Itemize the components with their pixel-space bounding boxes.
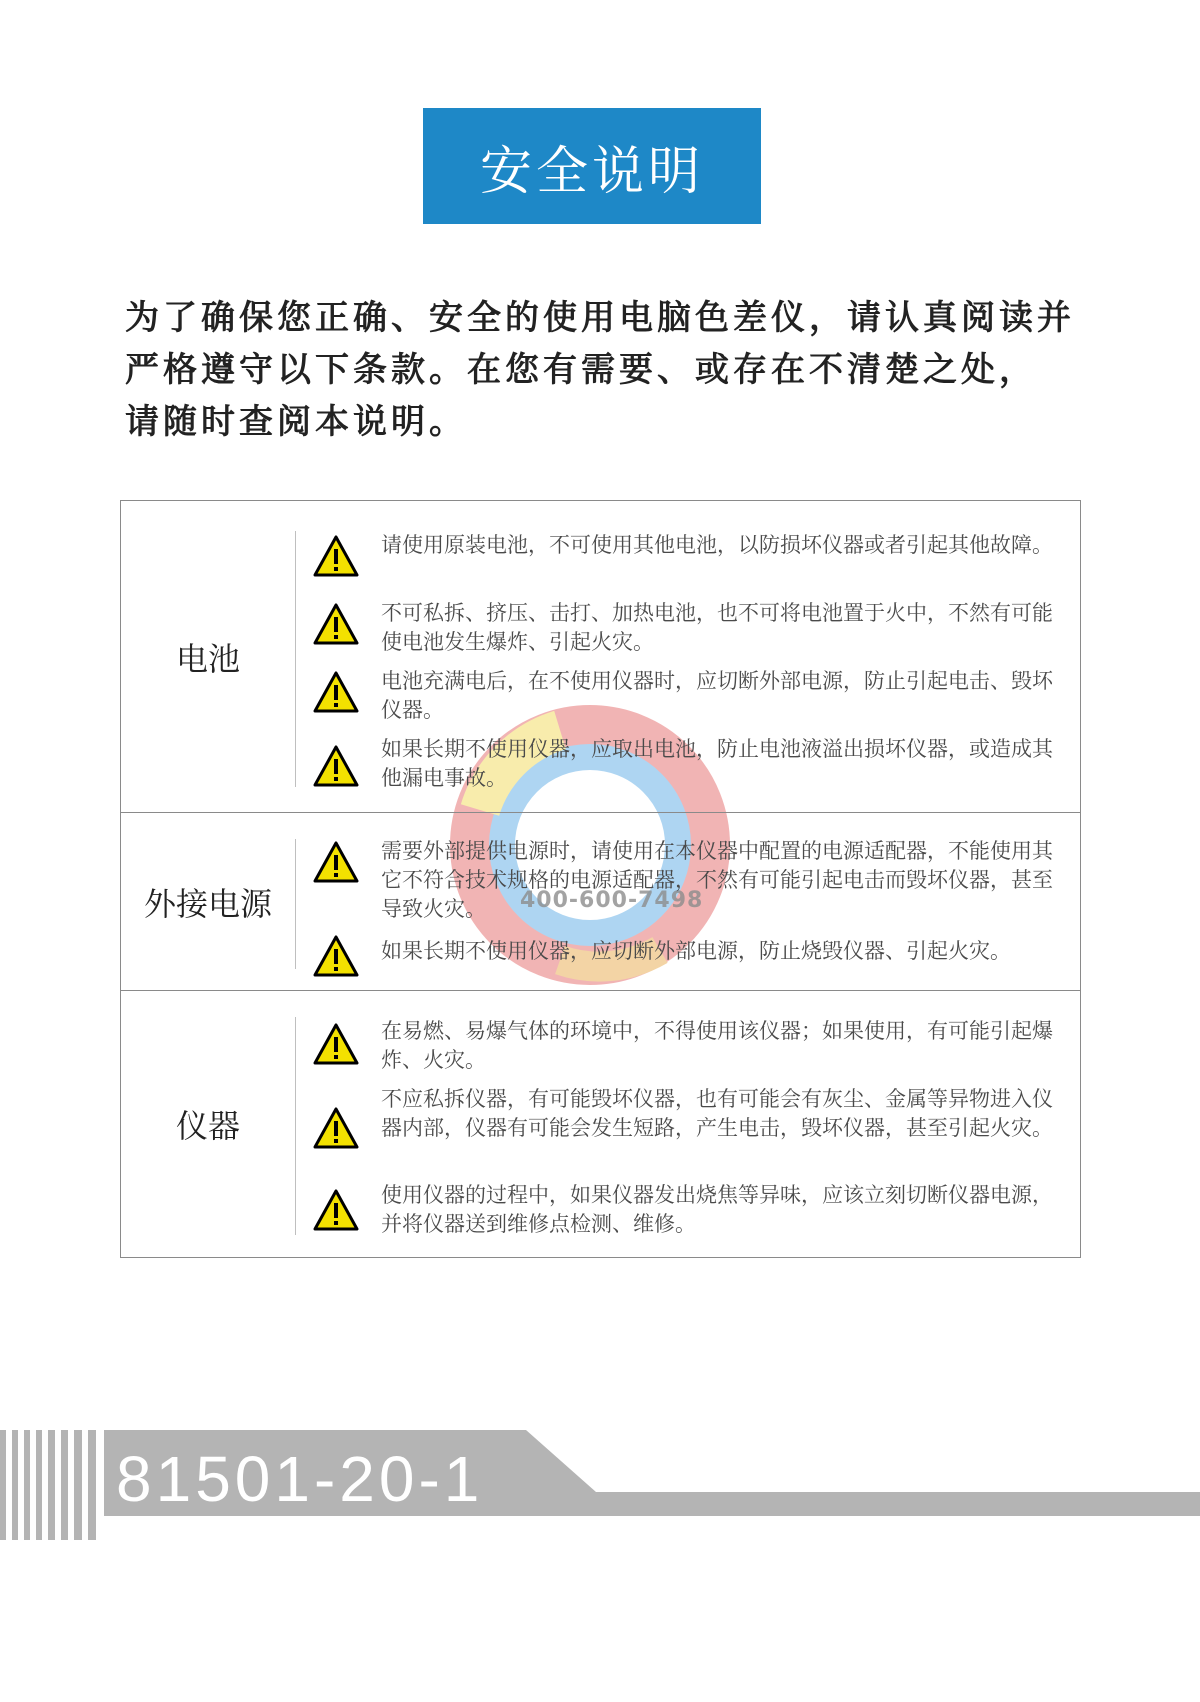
intro-line-2: 严格遵守以下条款。在您有需要、或存在不清楚之处，: [125, 350, 1037, 390]
section-divider: [295, 839, 296, 969]
warning-icon: [313, 1189, 359, 1231]
list-item: [313, 599, 1073, 659]
intro-line-3: 请随时查阅本说明。: [125, 402, 467, 442]
document-code: 81501-20-1: [116, 1443, 484, 1515]
item-text: 如果长期不使用仪器，应切断外部电源，防止烧毁仪器、引起火灾。: [381, 939, 1011, 963]
intro-paragraph: [125, 292, 1085, 448]
item-text: 需要外部提供电源时，请使用在本仪器中配置的电源适配器，不能使用其它不符合技术规格的电源适配器，不然有可能引起电击而毁坏仪器，甚至导致火灾。: [381, 839, 1053, 921]
list-item: [313, 531, 1073, 591]
warning-icon: [313, 1107, 359, 1149]
section-instrument: [121, 991, 1080, 1257]
item-text: 电池充满电后，在不使用仪器时，应切断外部电源，防止引起电击、毁坏仪器。: [381, 669, 1053, 722]
list-item: [313, 837, 1073, 927]
watermark-phone: 400-600-7498: [520, 888, 704, 913]
warning-icon: [313, 841, 359, 883]
warning-icon: [313, 1023, 359, 1065]
list-item: [313, 1017, 1073, 1077]
item-text: 使用仪器的过程中，如果仪器发出烧焦等异味，应该立刻切断仪器电源，并将仪器送到维修点检测、维修。: [381, 1183, 1053, 1236]
item-text: 在易燃、易爆气体的环境中，不得使用该仪器；如果使用，有可能引起爆炸、火灾。: [381, 1019, 1053, 1072]
section-label: 电池: [175, 639, 240, 678]
list-item: [313, 735, 1073, 795]
item-text: 如果长期不使用仪器，应取出电池，防止电池液溢出损坏仪器，或造成其他漏电事故。: [381, 737, 1053, 790]
item-text: 不应私拆仪器，有可能毁坏仪器，也有可能会有灰尘、金属等异物进入仪器内部，仪器有可能会发生短路，产生电击，毁坏仪器，甚至引起火灾。: [381, 1087, 1053, 1140]
page-title-banner: [423, 108, 761, 224]
section-external-power: [121, 813, 1080, 991]
warning-icon: [313, 603, 359, 645]
safety-table: [120, 500, 1081, 1258]
page-title: 安全说明: [479, 141, 704, 202]
item-text: 不可私拆、挤压、击打、加热电池，也不可将电池置于火中，不然有可能使电池发生爆炸、引起火灾。: [381, 601, 1053, 654]
warning-icon: [313, 745, 359, 787]
warning-icon: [313, 671, 359, 713]
warning-icon: [313, 535, 359, 577]
warning-icon: [313, 935, 359, 977]
intro-line-1: 为了确保您正确、安全的使用电脑色差仪，请认真阅读并: [125, 298, 1075, 338]
section-battery: [121, 501, 1080, 813]
section-label: 外接电源: [143, 884, 272, 923]
list-item: [313, 931, 1073, 975]
item-text: 请使用原装电池，不可使用其他电池，以防损坏仪器或者引起其他故障。: [381, 533, 1053, 557]
section-label: 仪器: [175, 1107, 240, 1145]
section-divider: [295, 1017, 296, 1235]
list-item: [313, 1085, 1073, 1175]
section-divider: [295, 531, 296, 787]
list-item: [313, 667, 1073, 727]
list-item: [313, 1181, 1073, 1241]
